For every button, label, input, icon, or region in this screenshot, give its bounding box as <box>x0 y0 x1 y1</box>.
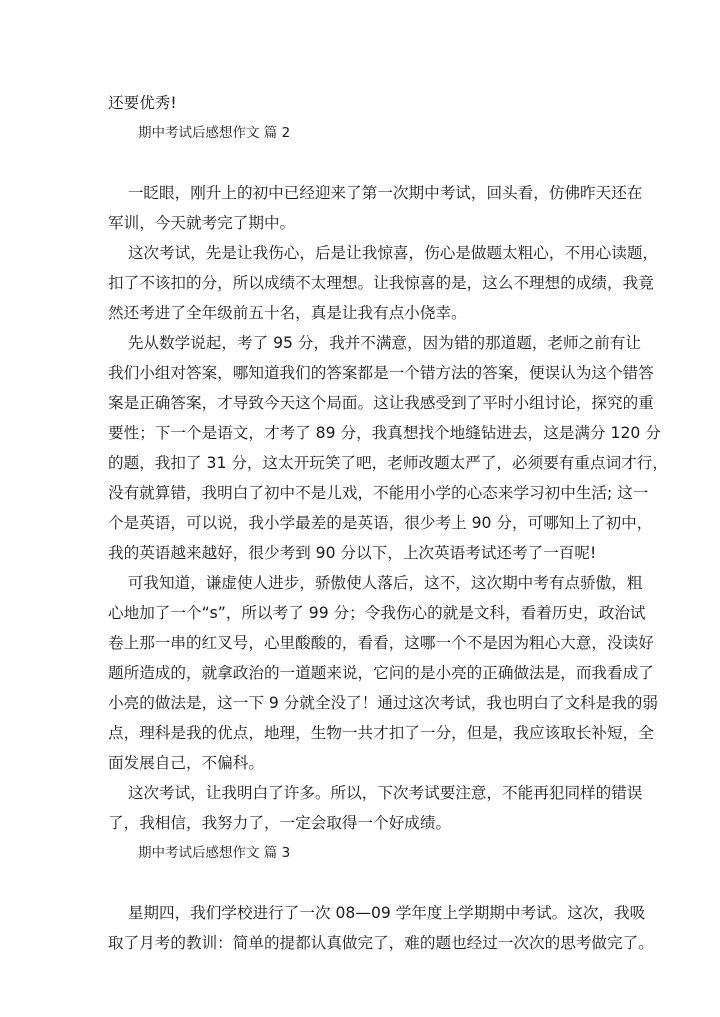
paragraph-line: 还要优秀! <box>108 94 177 112</box>
paragraph-line: 了，我相信，我努力了，一定会取得一个好成绩。 <box>108 814 452 832</box>
paragraph-line: 要性；下一个是语文，才考了 89 分，我真想找个地缝钻进去，这是满分 120 分 <box>108 424 661 442</box>
paragraph-line: 我的英语越来越好，很少考到 90 分以下，上次英语考试还考了一百呢! <box>108 544 597 562</box>
paragraph-line: 面发展自己，不偏科。 <box>108 754 264 772</box>
paragraph-line: 小亮的做法是，这一下 9 分就全没了！通过这次考试，我也明白了文科是我的弱 <box>108 694 659 712</box>
paragraph-line: 然还考进了全年级前五十名，真是让我有点小侥幸。 <box>108 304 467 322</box>
paragraph-line: 题所造成的，就拿政治的一道题来说，它问的是小亮的正确做法是，而我看成了 <box>108 664 654 682</box>
document-page <box>108 88 668 958</box>
paragraph-line: 这次考试，让我明白了许多。所以，下次考试要注意，不能再犯同样的错误 <box>108 784 643 802</box>
paragraph-line: 星期四，我们学校进行了一次 08—09 学年度上学期期中考试。这次，我吸 <box>108 904 646 922</box>
blank-line <box>108 868 614 898</box>
paragraph-line: 心地加了一个“s”，所以考了 99 分；令我伤心的就是文科，看着历史，政治试 <box>108 604 646 622</box>
paragraph-line: 一眨眼，刚升上的初中已经迎来了第一次期中考试，回头看，仿佛昨天还在 <box>108 184 643 202</box>
paragraph-line: 扣了不该扣的分，所以成绩不太理想。让我惊喜的是，这么不理想的成绩，我竟 <box>108 274 654 292</box>
paragraph-line: 先从数学说起，考了 95 分，我并不满意，因为错的那道题，老师之前有让 <box>108 334 641 352</box>
paragraph-line: 我们小组对答案，哪知道我们的答案都是一个错方法的答案，便误认为这个错答 <box>108 364 654 382</box>
blank-line <box>108 148 614 178</box>
paragraph-line: 没有就算错，我明白了初中不是儿戏，不能用小学的心态来学习初中生活; 这一 <box>108 484 649 502</box>
paragraph-line: 点，理科是我的优点，地理，生物一共才扣了一分，但是，我应该取长补短，全 <box>108 724 654 742</box>
paragraph-line: 个是英语，可以说，我小学最差的是英语，很少考上 90 分，可哪知上了初中， <box>108 514 653 532</box>
essay-heading: 期中考试后感想作文 篇 3 <box>138 845 291 861</box>
paragraph-line: 取了月考的教训：简单的提都认真做完了，难的题也经过一次次的思考做完了。 <box>108 934 654 952</box>
paragraph-line: 卷上那一串的红叉号，心里酸酸的，看看，这哪一个不是因为粗心大意，没读好 <box>108 634 654 652</box>
paragraph-line: 军训，今天就考完了期中。 <box>108 214 296 232</box>
paragraph-line: 案是正确答案，才导致今天这个局面。这让我感受到了平时小组讨论，探究的重 <box>108 394 654 412</box>
paragraph-line: 的题，我扣了 31 分，这太开玩笑了吧，老师改题太严了，必须要有重点词才行， <box>108 454 668 472</box>
essay-heading: 期中考试后感想作文 篇 2 <box>138 125 291 141</box>
paragraph-line: 这次考试，先是让我伤心，后是让我惊喜，伤心是做题太粗心，不用心读题， <box>108 244 659 262</box>
paragraph-line: 可我知道，谦虚使人进步，骄傲使人落后，这不，这次期中考有点骄傲，粗 <box>108 574 643 592</box>
